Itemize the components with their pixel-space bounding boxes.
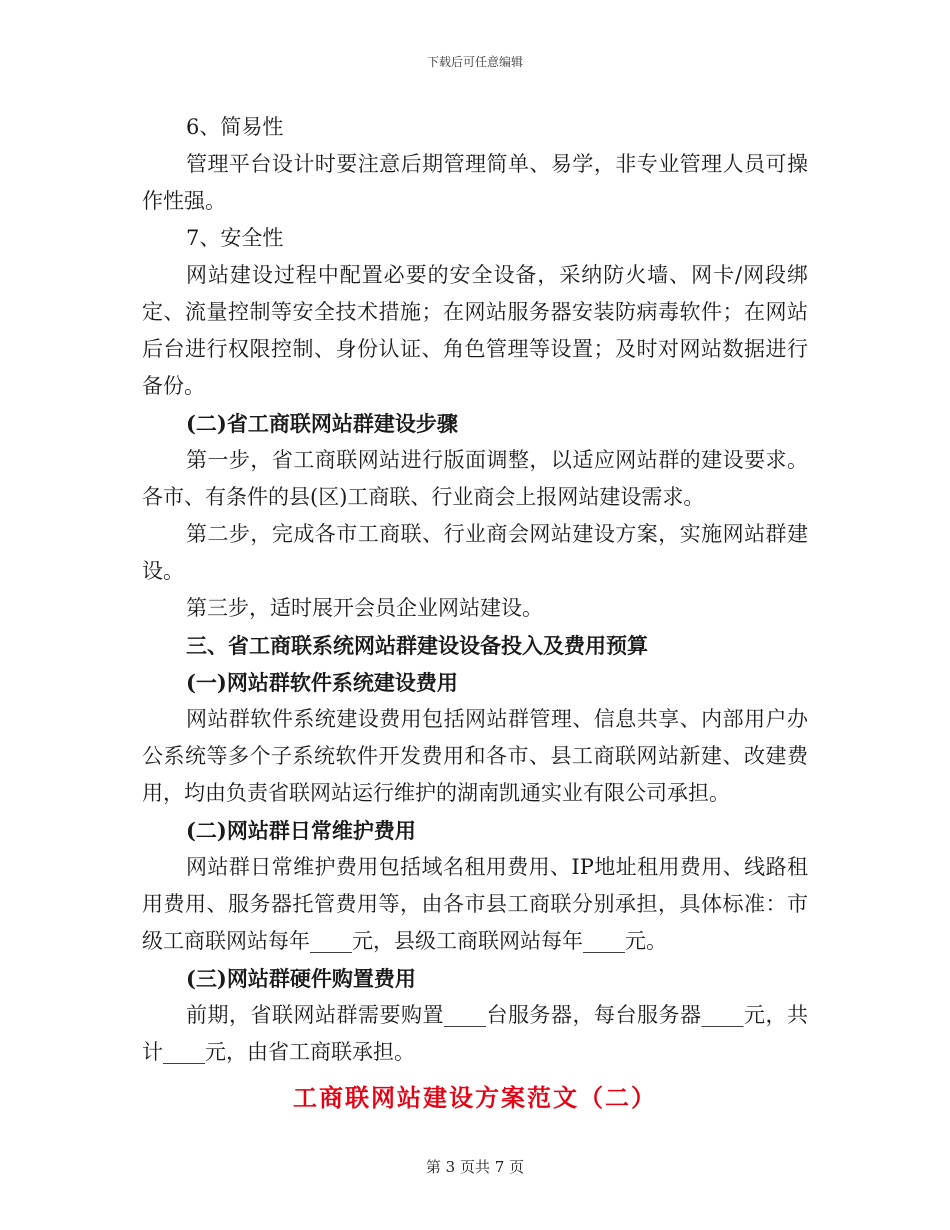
paragraph-step-2: 第二步，完成各市工商联、行业商会网站建设方案，实施网站群建设。 [142,522,808,583]
paragraph-maintenance-cost: 网站群日常维护费用包括域名租用费用、IP地址租用费用、线路租用费用、服务器托管费用等，由各市县工商联分别承担，具体标准：市级工商联网站每年____元，县级工商联网站每年____元。 [142,855,808,953]
heading-security: 7、安全性 [186,226,284,250]
heading-maintenance-cost: (二)网站群日常维护费用 [186,818,416,843]
heading-hardware-cost: (三)网站群硬件购置费用 [186,966,416,991]
heading-software-cost: (一)网站群软件系统建设费用 [186,670,458,695]
paragraph-security: 网站建设过程中配置必要的安全设备，采纳防火墙、网卡/网段绑定、流量控制等安全技术措施；在网站服务器安装防病毒软件；在网站后台进行权限控制、身份认证、角色管理等设置；及时对网站数据进行备份。 [142,263,808,398]
header-note: 下载后可任意编辑 [426,55,523,69]
paragraph-hardware-cost: 前期，省联网站群需要购置____台服务器，每台服务器____元，共计____元，由省工商联承担。 [142,1003,808,1064]
paragraph-step-3: 第三步，适时展开会员企业网站建设。 [186,596,543,620]
page-footer: 第 3 页共 7 页 [425,1158,525,1176]
heading-build-steps: (二)省工商联网站群建设步骤 [186,411,458,436]
paragraph-simplicity: 管理平台设计时要注意后期管理简单、易学，非专业管理人员可操作性强。 [142,152,808,213]
next-section-title: 工商联网站建设方案范文（二） [293,1083,657,1112]
paragraph-step-1: 第一步，省工商联网站进行版面调整，以适应网站群的建设要求。各市、有条件的县(区)工商联、行业商会上报网站建设需求。 [142,448,808,509]
heading-simplicity: 6、简易性 [186,115,284,139]
heading-section-3: 三、省工商联系统网站群建设设备投入及费用预算 [186,633,648,658]
paragraph-software-cost: 网站群软件系统建设费用包括网站群管理、信息共享、内部用户办公系统等多个子系统软件开发费用和各市、县工商联网站新建、改建费用，均由负责省联网站运行维护的湖南凯通实业有限公司承担。 [142,707,808,805]
